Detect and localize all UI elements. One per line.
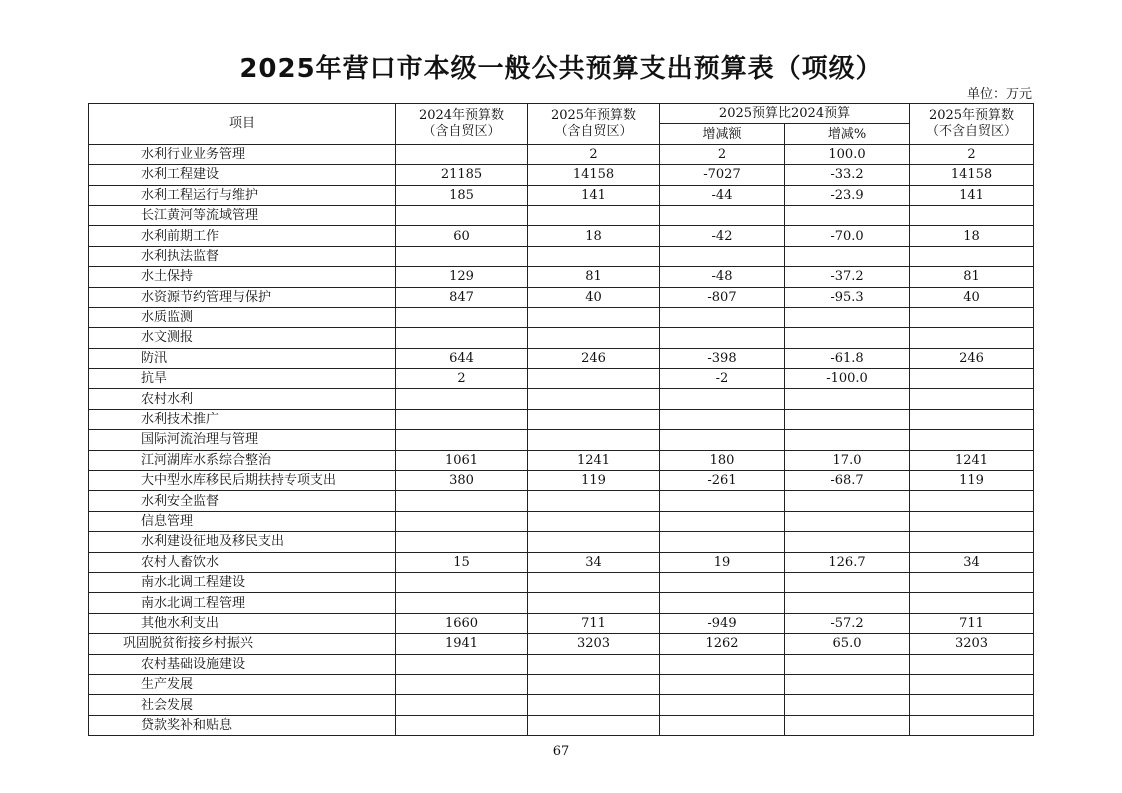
change-amount-cell: 180 (660, 450, 785, 470)
change-pct-cell: -37.2 (785, 267, 910, 287)
budget-2025-excl-cell (910, 328, 1034, 348)
table-row (89, 450, 1034, 470)
change-amount-cell (660, 409, 785, 429)
change-pct-cell: 126.7 (785, 552, 910, 572)
header-budget-2025-line1: 2025年预算数 (550, 107, 637, 123)
budget-2025-excl-cell (910, 430, 1034, 450)
item-name-cell: 水利工程建设 (89, 165, 396, 185)
budget-2025-excl-cell: 2 (910, 144, 1034, 164)
table-row (89, 674, 1034, 694)
budget-2024-cell: 15 (396, 552, 528, 572)
change-pct-cell (785, 715, 910, 735)
budget-2025-cell (528, 715, 660, 735)
budget-2025-excl-cell (910, 695, 1034, 715)
change-amount-cell: -398 (660, 348, 785, 368)
budget-2025-cell (528, 491, 660, 511)
budget-2024-cell: 1660 (396, 613, 528, 633)
item-name-cell: 农村基础设施建设 (89, 654, 396, 674)
change-pct-cell (785, 430, 910, 450)
budget-2024-cell (396, 593, 528, 613)
item-name-cell: 水利建设征地及移民支出 (89, 532, 396, 552)
item-name-cell: 防汛 (89, 348, 396, 368)
budget-2025-cell: 711 (528, 613, 660, 633)
table-row (89, 491, 1034, 511)
change-amount-cell: 2 (660, 144, 785, 164)
table-row (89, 144, 1034, 164)
change-pct-cell (785, 246, 910, 266)
item-name-cell: 水质监测 (89, 307, 396, 327)
header-compare: 2025预算比2024预算 (660, 104, 910, 124)
header-budget-2025-excl-line1: 2025年预算数 (928, 107, 1015, 123)
header-budget-2024 (396, 104, 528, 145)
item-name-cell: 水利执法监督 (89, 246, 396, 266)
item-name-cell: 贷款奖补和贴息 (89, 715, 396, 735)
budget-2025-cell (528, 572, 660, 592)
change-pct-cell: 100.0 (785, 144, 910, 164)
budget-2025-cell (528, 695, 660, 715)
item-name-cell: 水利技术推广 (89, 409, 396, 429)
table-row (89, 552, 1034, 572)
item-name-cell: 抗旱 (89, 369, 396, 389)
change-pct-cell (785, 328, 910, 348)
budget-2025-cell (528, 389, 660, 409)
budget-2025-excl-cell (910, 205, 1034, 225)
item-name-cell: 生产发展 (89, 674, 396, 694)
header-budget-2024-line2: （含自贸区） (422, 123, 501, 139)
budget-2024-cell (396, 409, 528, 429)
budget-2025-excl-cell (910, 572, 1034, 592)
budget-2025-cell (528, 409, 660, 429)
table-row (89, 328, 1034, 348)
change-amount-cell: -807 (660, 287, 785, 307)
table-row (89, 634, 1034, 654)
budget-2024-cell: 644 (396, 348, 528, 368)
budget-2025-cell: 3203 (528, 634, 660, 654)
item-name-cell: 信息管理 (89, 511, 396, 531)
budget-2025-excl-cell: 246 (910, 348, 1034, 368)
budget-2024-cell (396, 246, 528, 266)
budget-2024-cell: 380 (396, 471, 528, 491)
budget-2025-cell: 40 (528, 287, 660, 307)
item-name-cell: 长江黄河等流域管理 (89, 205, 396, 225)
header-change-amount: 增减额 (660, 124, 785, 144)
budget-2025-cell (528, 593, 660, 613)
table-body (89, 144, 1034, 735)
table-row (89, 430, 1034, 450)
budget-2025-cell: 81 (528, 267, 660, 287)
budget-2025-cell (528, 511, 660, 531)
table-row (89, 389, 1034, 409)
budget-2024-cell (396, 715, 528, 735)
change-pct-cell (785, 511, 910, 531)
change-pct-cell: -68.7 (785, 471, 910, 491)
item-name-cell: 水利安全监督 (89, 491, 396, 511)
item-name-cell: 农村人畜饮水 (89, 552, 396, 572)
budget-2025-excl-cell: 119 (910, 471, 1034, 491)
header-budget-2025-excl-line2: （不含自贸区） (926, 123, 1018, 139)
change-amount-cell (660, 511, 785, 531)
budget-2025-excl-cell: 1241 (910, 450, 1034, 470)
item-name-cell: 南水北调工程管理 (89, 593, 396, 613)
item-name-cell: 大中型水库移民后期扶持专项支出 (89, 471, 396, 491)
header-change-pct: 增减% (785, 124, 910, 144)
change-amount-cell: 19 (660, 552, 785, 572)
change-amount-cell (660, 674, 785, 694)
budget-2025-excl-cell: 81 (910, 267, 1034, 287)
budget-2025-cell (528, 369, 660, 389)
budget-2024-cell (396, 695, 528, 715)
change-pct-cell: 65.0 (785, 634, 910, 654)
item-name-cell: 水资源节约管理与保护 (89, 287, 396, 307)
table-row (89, 369, 1034, 389)
change-pct-cell (785, 205, 910, 225)
header-budget-2025-line2: （含自贸区） (554, 123, 633, 139)
page-number: 67 (552, 744, 570, 759)
budget-2025-excl-cell (910, 369, 1034, 389)
budget-2024-cell (396, 511, 528, 531)
change-amount-cell (660, 246, 785, 266)
header-budget-2025 (528, 104, 660, 145)
table-row (89, 593, 1034, 613)
table-row (89, 185, 1034, 205)
change-amount-cell: -44 (660, 185, 785, 205)
item-name-cell: 农村水利 (89, 389, 396, 409)
budget-2025-cell: 2 (528, 144, 660, 164)
budget-2024-cell (396, 205, 528, 225)
budget-2025-excl-cell (910, 511, 1034, 531)
budget-2024-cell (396, 654, 528, 674)
budget-2024-cell (396, 144, 528, 164)
change-amount-cell (660, 389, 785, 409)
change-amount-cell (660, 532, 785, 552)
change-pct-cell: 17.0 (785, 450, 910, 470)
budget-2025-cell: 246 (528, 348, 660, 368)
item-name-cell: 其他水利支出 (89, 613, 396, 633)
item-name-cell: 水利前期工作 (89, 226, 396, 246)
change-amount-cell: -949 (660, 613, 785, 633)
budget-2024-cell (396, 328, 528, 348)
table-row (89, 348, 1034, 368)
table-row (89, 205, 1034, 225)
change-pct-cell (785, 695, 910, 715)
budget-2025-cell: 1241 (528, 450, 660, 470)
table-row (89, 613, 1034, 633)
budget-2025-excl-cell: 34 (910, 552, 1034, 572)
budget-2025-excl-cell: 14158 (910, 165, 1034, 185)
item-name-cell: 水利行业业务管理 (89, 144, 396, 164)
change-amount-cell: -7027 (660, 165, 785, 185)
budget-2025-excl-cell (910, 389, 1034, 409)
budget-2025-cell: 141 (528, 185, 660, 205)
change-pct-cell: -33.2 (785, 165, 910, 185)
change-pct-cell (785, 593, 910, 613)
item-name-cell: 水利工程运行与维护 (89, 185, 396, 205)
change-pct-cell: -61.8 (785, 348, 910, 368)
change-amount-cell (660, 491, 785, 511)
change-amount-cell: 1262 (660, 634, 785, 654)
change-pct-cell (785, 572, 910, 592)
budget-2025-cell (528, 328, 660, 348)
item-name-cell: 巩固脱贫衔接乡村振兴 (89, 634, 396, 654)
budget-2025-excl-cell: 711 (910, 613, 1034, 633)
budget-2025-excl-cell: 3203 (910, 634, 1034, 654)
header-budget-2025-excl (910, 104, 1034, 145)
budget-2025-excl-cell (910, 715, 1034, 735)
change-pct-cell (785, 491, 910, 511)
budget-2024-cell (396, 491, 528, 511)
table-row (89, 695, 1034, 715)
table-row (89, 287, 1034, 307)
table-row (89, 572, 1034, 592)
budget-2025-cell: 34 (528, 552, 660, 572)
budget-2025-excl-cell (910, 654, 1034, 674)
item-name-cell: 社会发展 (89, 695, 396, 715)
budget-2025-excl-cell (910, 593, 1034, 613)
change-amount-cell: -2 (660, 369, 785, 389)
unit-label: 单位：万元 (966, 87, 1032, 102)
table-row (89, 511, 1034, 531)
change-pct-cell: -95.3 (785, 287, 910, 307)
table-row (89, 409, 1034, 429)
change-amount-cell: -261 (660, 471, 785, 491)
budget-2024-cell: 185 (396, 185, 528, 205)
budget-2025-excl-cell: 18 (910, 226, 1034, 246)
budget-2025-cell: 18 (528, 226, 660, 246)
budget-2024-cell: 2 (396, 369, 528, 389)
budget-2025-excl-cell (910, 674, 1034, 694)
change-amount-cell: -42 (660, 226, 785, 246)
change-amount-cell (660, 430, 785, 450)
change-pct-cell (785, 674, 910, 694)
budget-2025-excl-cell (910, 491, 1034, 511)
table-row (89, 165, 1034, 185)
budget-2024-cell (396, 307, 528, 327)
change-pct-cell (785, 532, 910, 552)
budget-2024-cell (396, 389, 528, 409)
change-amount-cell (660, 328, 785, 348)
budget-2025-cell (528, 205, 660, 225)
change-pct-cell: -100.0 (785, 369, 910, 389)
budget-2025-cell (528, 674, 660, 694)
change-amount-cell (660, 715, 785, 735)
item-name-cell: 国际河流治理与管理 (89, 430, 396, 450)
change-pct-cell (785, 409, 910, 429)
change-amount-cell (660, 593, 785, 613)
item-name-cell: 水土保持 (89, 267, 396, 287)
change-amount-cell (660, 695, 785, 715)
change-amount-cell (660, 654, 785, 674)
item-name-cell: 江河湖库水系综合整治 (89, 450, 396, 470)
table-row (89, 226, 1034, 246)
table-row (89, 654, 1034, 674)
budget-2025-excl-cell (910, 532, 1034, 552)
budget-2025-excl-cell (910, 307, 1034, 327)
change-amount-cell (660, 572, 785, 592)
budget-2025-cell: 119 (528, 471, 660, 491)
budget-2025-cell (528, 307, 660, 327)
budget-2025-cell (528, 654, 660, 674)
table-row (89, 267, 1034, 287)
budget-2024-cell: 1061 (396, 450, 528, 470)
budget-2024-cell: 129 (396, 267, 528, 287)
budget-2025-excl-cell: 40 (910, 287, 1034, 307)
budget-2024-cell (396, 532, 528, 552)
budget-2025-excl-cell (910, 409, 1034, 429)
table-row (89, 471, 1034, 491)
budget-2025-excl-cell: 141 (910, 185, 1034, 205)
table-row (89, 532, 1034, 552)
table-row (89, 307, 1034, 327)
budget-2024-cell: 60 (396, 226, 528, 246)
budget-2024-cell (396, 430, 528, 450)
header-item: 项目 (89, 104, 396, 145)
budget-table (88, 103, 1034, 736)
change-amount-cell: -48 (660, 267, 785, 287)
budget-2024-cell: 1941 (396, 634, 528, 654)
change-pct-cell: -70.0 (785, 226, 910, 246)
budget-2024-cell: 21185 (396, 165, 528, 185)
header-budget-2024-line1: 2024年预算数 (418, 107, 505, 123)
change-pct-cell (785, 389, 910, 409)
page-title: 2025年营口市本级一般公共预算支出预算表（项级） (239, 54, 883, 84)
item-name-cell: 水文测报 (89, 328, 396, 348)
budget-2024-cell (396, 674, 528, 694)
table-row (89, 715, 1034, 735)
table-row (89, 246, 1034, 266)
change-pct-cell (785, 307, 910, 327)
budget-2025-cell (528, 430, 660, 450)
item-name-cell: 南水北调工程建设 (89, 572, 396, 592)
change-amount-cell (660, 307, 785, 327)
budget-2025-cell (528, 532, 660, 552)
budget-2025-cell (528, 246, 660, 266)
budget-2024-cell (396, 572, 528, 592)
change-amount-cell (660, 205, 785, 225)
change-pct-cell: -57.2 (785, 613, 910, 633)
budget-2024-cell: 847 (396, 287, 528, 307)
budget-2025-excl-cell (910, 246, 1034, 266)
change-pct-cell: -23.9 (785, 185, 910, 205)
budget-2025-cell: 14158 (528, 165, 660, 185)
change-pct-cell (785, 654, 910, 674)
